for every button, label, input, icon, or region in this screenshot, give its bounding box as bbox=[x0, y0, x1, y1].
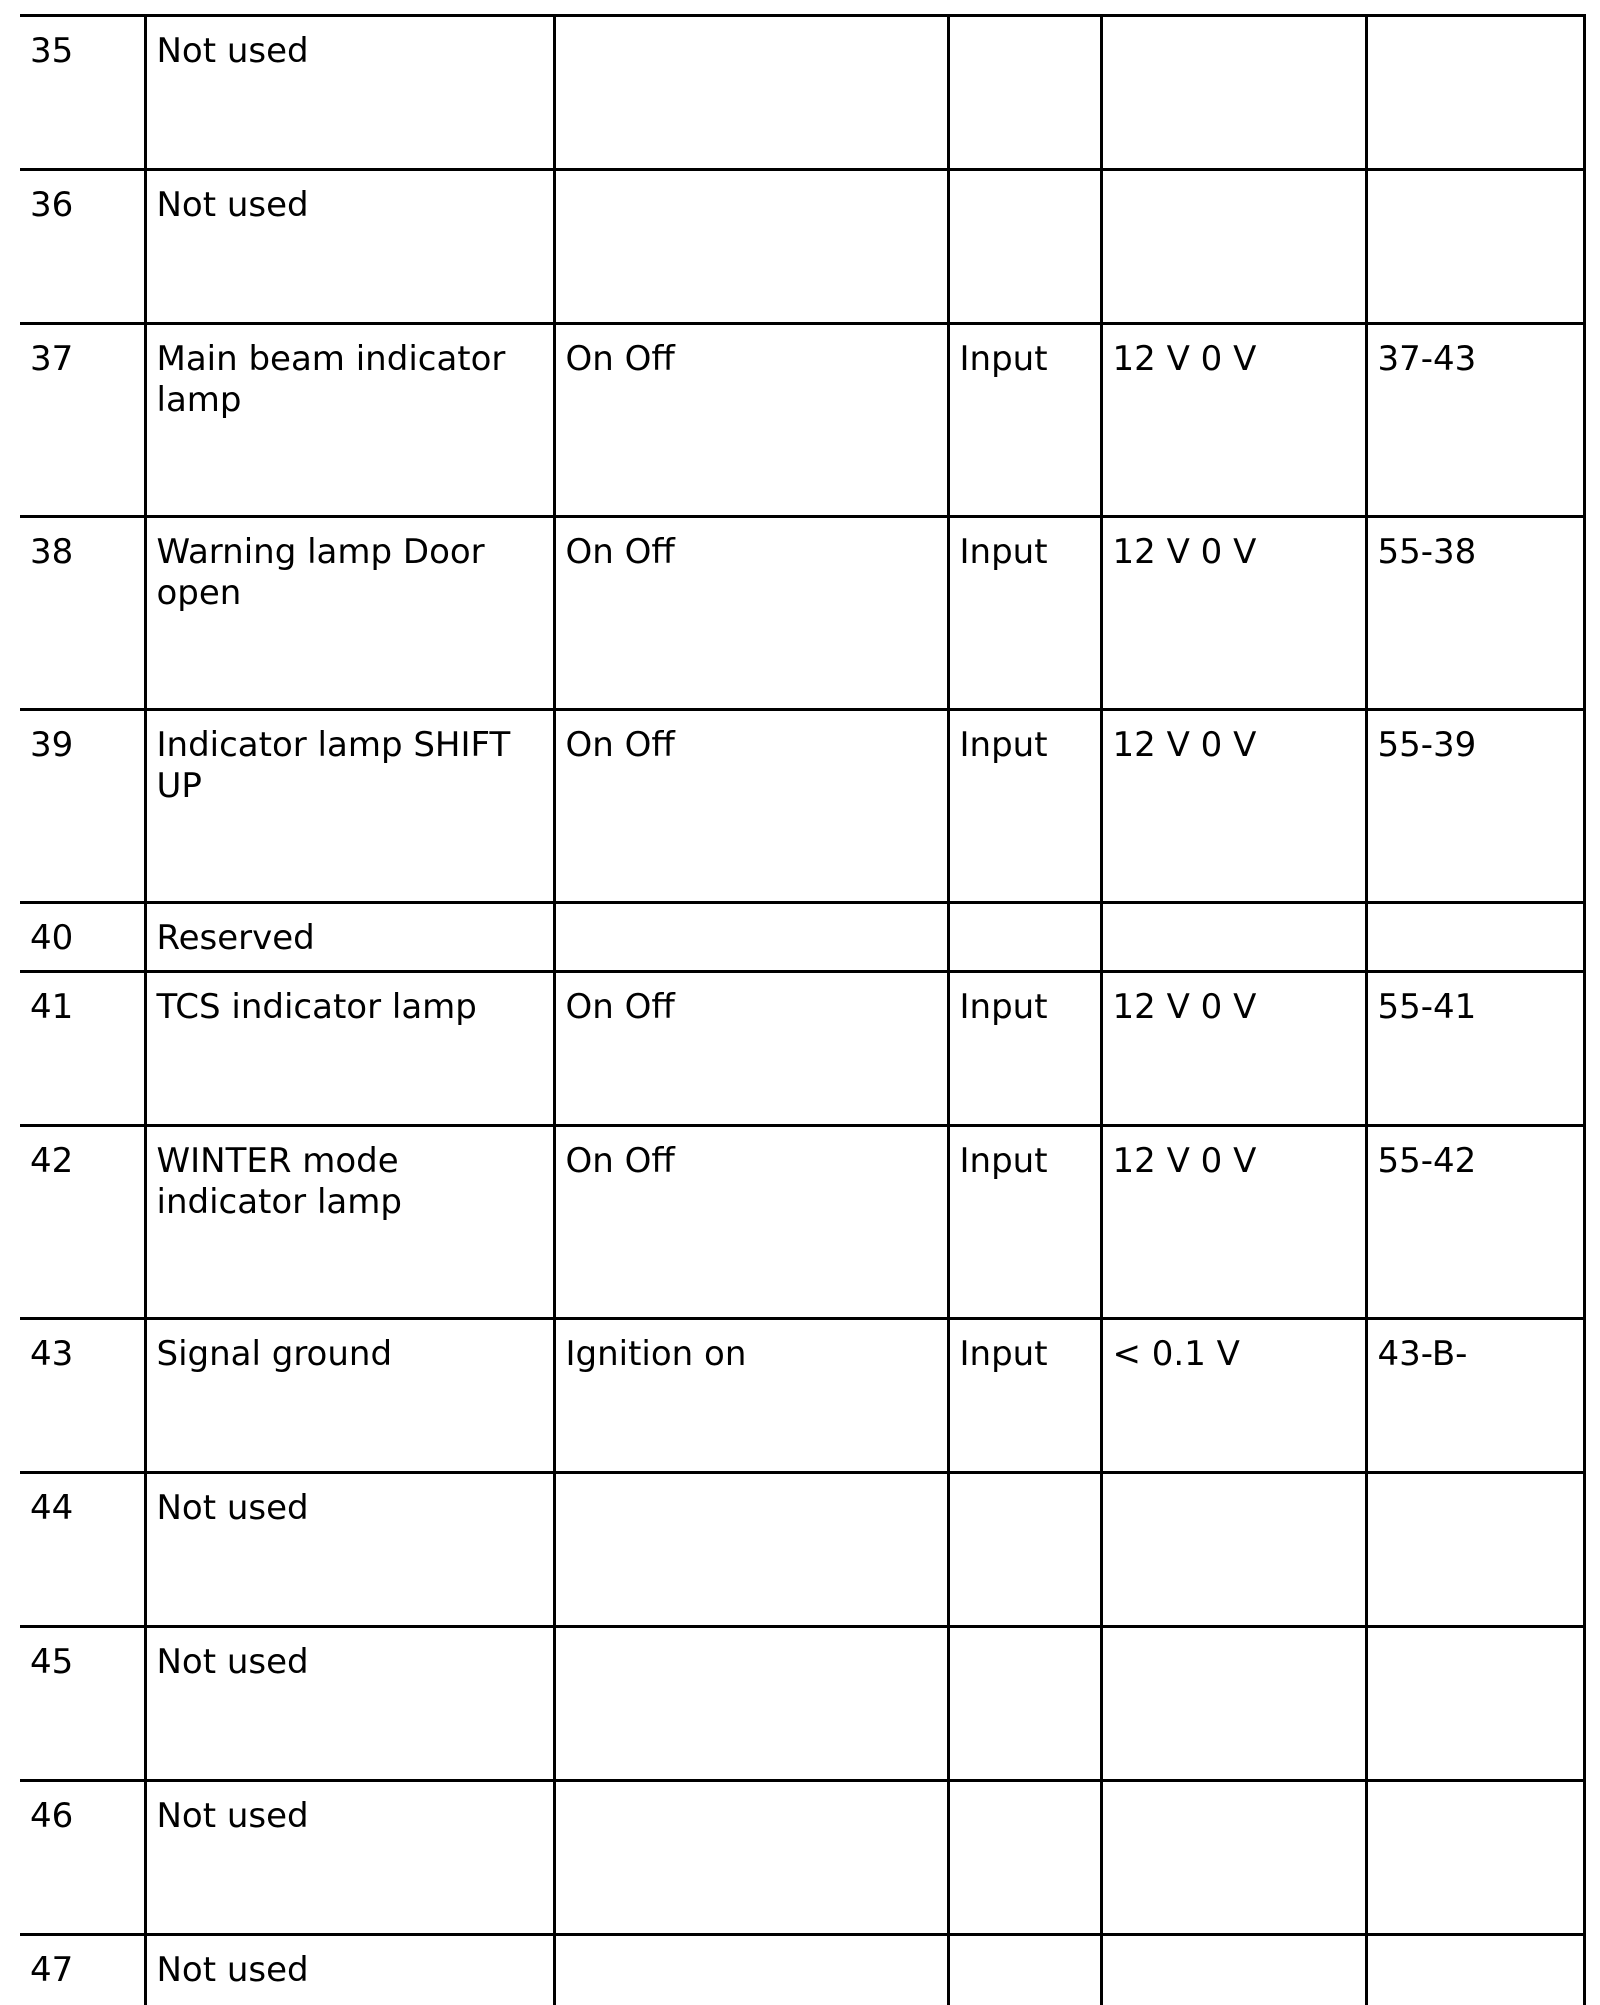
signal-type-cell bbox=[948, 16, 1101, 170]
description-cell: Not used bbox=[145, 1935, 554, 2005]
measuring-point-cell: 55-42 bbox=[1366, 1126, 1584, 1319]
description-cell: Main beam indicator lamp bbox=[145, 324, 554, 517]
table-row bbox=[20, 517, 1584, 710]
description-cell: Not used bbox=[145, 16, 554, 170]
description-cell: WINTER mode indicator lamp bbox=[145, 1126, 554, 1319]
measuring-point-cell bbox=[1366, 903, 1584, 972]
voltage-cell bbox=[1101, 1627, 1366, 1781]
measuring-point-cell: 55-38 bbox=[1366, 517, 1584, 710]
description-cell: Not used bbox=[145, 1473, 554, 1627]
pin-number-cell: 46 bbox=[20, 1781, 145, 1935]
condition-cell bbox=[554, 1627, 948, 1781]
voltage-cell: 12 V 0 V bbox=[1101, 710, 1366, 903]
description-cell: Indicator lamp SHIFT UP bbox=[145, 710, 554, 903]
table-row bbox=[20, 1781, 1584, 1935]
table-row bbox=[20, 903, 1584, 972]
voltage-cell bbox=[1101, 1473, 1366, 1627]
signal-type-cell bbox=[948, 170, 1101, 324]
pin-number-cell: 43 bbox=[20, 1319, 145, 1473]
signal-type-cell bbox=[948, 1627, 1101, 1781]
measuring-point-cell bbox=[1366, 1935, 1584, 2005]
condition-cell: On Off bbox=[554, 972, 948, 1126]
measuring-point-cell bbox=[1366, 16, 1584, 170]
signal-type-cell: Input bbox=[948, 1319, 1101, 1473]
pin-number-cell: 40 bbox=[20, 903, 145, 972]
voltage-cell: 12 V 0 V bbox=[1101, 1126, 1366, 1319]
voltage-cell: 12 V 0 V bbox=[1101, 324, 1366, 517]
condition-cell bbox=[554, 1935, 948, 2005]
pin-number-cell: 38 bbox=[20, 517, 145, 710]
pin-assignment-table bbox=[20, 14, 1586, 2005]
measuring-point-cell bbox=[1366, 1473, 1584, 1627]
voltage-cell bbox=[1101, 16, 1366, 170]
table-row bbox=[20, 324, 1584, 517]
description-cell: TCS indicator lamp bbox=[145, 972, 554, 1126]
table-row bbox=[20, 1627, 1584, 1781]
table-row bbox=[20, 1935, 1584, 2005]
pin-number-cell: 37 bbox=[20, 324, 145, 517]
table-row bbox=[20, 972, 1584, 1126]
description-cell: Not used bbox=[145, 1781, 554, 1935]
condition-cell: On Off bbox=[554, 1126, 948, 1319]
pin-number-cell: 36 bbox=[20, 170, 145, 324]
measuring-point-cell bbox=[1366, 1781, 1584, 1935]
measuring-point-cell bbox=[1366, 170, 1584, 324]
description-cell: Signal ground bbox=[145, 1319, 554, 1473]
measuring-point-cell: 43-B- bbox=[1366, 1319, 1584, 1473]
pin-number-cell: 39 bbox=[20, 710, 145, 903]
description-cell: Not used bbox=[145, 170, 554, 324]
measuring-point-cell: 55-41 bbox=[1366, 972, 1584, 1126]
condition-cell bbox=[554, 1473, 948, 1627]
voltage-cell bbox=[1101, 1935, 1366, 2005]
condition-cell: Ignition on bbox=[554, 1319, 948, 1473]
condition-cell bbox=[554, 1781, 948, 1935]
condition-cell bbox=[554, 16, 948, 170]
description-cell: Not used bbox=[145, 1627, 554, 1781]
condition-cell bbox=[554, 170, 948, 324]
signal-type-cell: Input bbox=[948, 324, 1101, 517]
signal-type-cell: Input bbox=[948, 972, 1101, 1126]
pin-number-cell: 47 bbox=[20, 1935, 145, 2005]
condition-cell: On Off bbox=[554, 517, 948, 710]
voltage-cell bbox=[1101, 1781, 1366, 1935]
table-row bbox=[20, 1126, 1584, 1319]
signal-type-cell bbox=[948, 1781, 1101, 1935]
table-row bbox=[20, 170, 1584, 324]
voltage-cell: 12 V 0 V bbox=[1101, 517, 1366, 710]
signal-type-cell bbox=[948, 903, 1101, 972]
description-cell: Reserved bbox=[145, 903, 554, 972]
pin-number-cell: 42 bbox=[20, 1126, 145, 1319]
pin-number-cell: 44 bbox=[20, 1473, 145, 1627]
measuring-point-cell bbox=[1366, 1627, 1584, 1781]
voltage-cell bbox=[1101, 170, 1366, 324]
condition-cell bbox=[554, 903, 948, 972]
signal-type-cell: Input bbox=[948, 710, 1101, 903]
condition-cell: On Off bbox=[554, 324, 948, 517]
table-row bbox=[20, 1319, 1584, 1473]
voltage-cell: < 0.1 V bbox=[1101, 1319, 1366, 1473]
condition-cell: On Off bbox=[554, 710, 948, 903]
voltage-cell: 12 V 0 V bbox=[1101, 972, 1366, 1126]
measuring-point-cell: 55-39 bbox=[1366, 710, 1584, 903]
voltage-cell bbox=[1101, 903, 1366, 972]
pin-number-cell: 35 bbox=[20, 16, 145, 170]
signal-type-cell bbox=[948, 1473, 1101, 1627]
pin-number-cell: 45 bbox=[20, 1627, 145, 1781]
table-row bbox=[20, 710, 1584, 903]
signal-type-cell: Input bbox=[948, 1126, 1101, 1319]
signal-type-cell bbox=[948, 1935, 1101, 2005]
table-row bbox=[20, 1473, 1584, 1627]
measuring-point-cell: 37-43 bbox=[1366, 324, 1584, 517]
signal-type-cell: Input bbox=[948, 517, 1101, 710]
pin-number-cell: 41 bbox=[20, 972, 145, 1126]
description-cell: Warning lamp Door open bbox=[145, 517, 554, 710]
table-row bbox=[20, 16, 1584, 170]
